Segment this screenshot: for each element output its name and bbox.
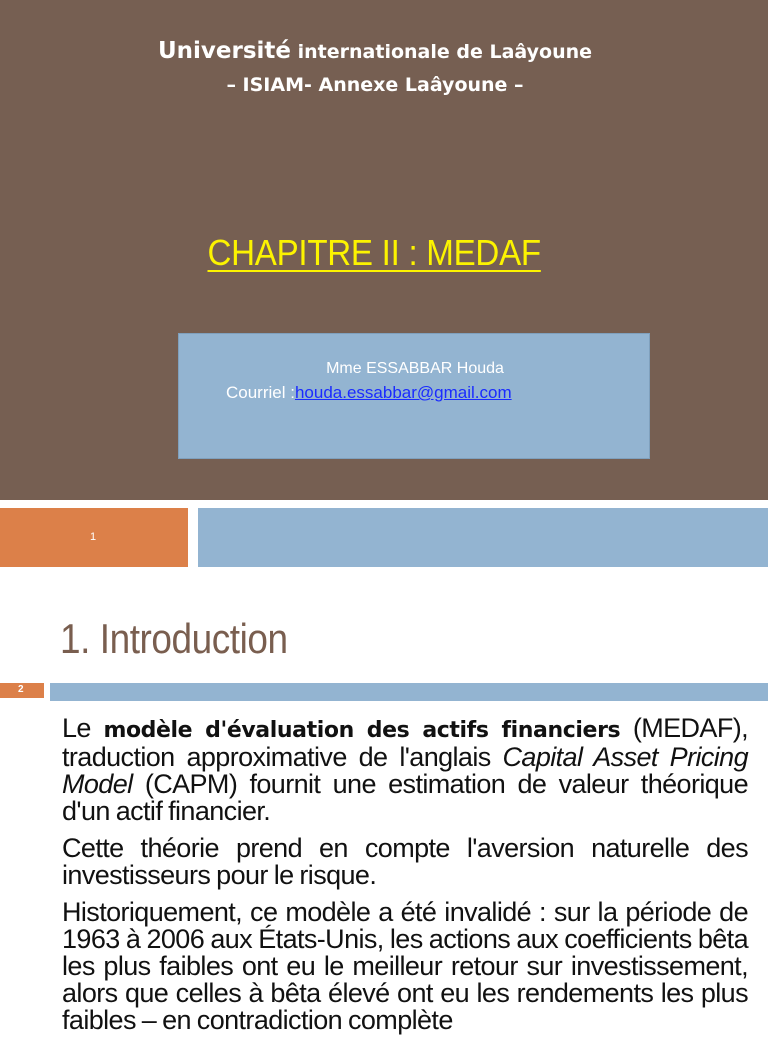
footer-bar-1 <box>198 508 768 567</box>
author-contact <box>226 383 512 403</box>
p1-bold-term: modèle d'évaluation des actifs financiers <box>103 718 621 743</box>
institute-name: – ISIAM- Annexe Laâyoune – <box>226 74 524 96</box>
paragraph-2: Cette théorie prend en compte l'aversion naturelle des investisseurs pour le risque. <box>62 833 748 890</box>
p1-italic-term: Capital Asset Pricing Model <box>62 742 748 799</box>
paragraph-1 <box>62 715 748 825</box>
slide-body <box>62 715 748 1044</box>
header-bar-2 <box>50 683 768 701</box>
email-label: Courriel : <box>226 383 295 402</box>
university-name <box>0 36 750 67</box>
title-slide <box>0 0 768 500</box>
p1-text-3: (CAPM) fournit une estimation de valeur théorique d'un actif financier. <box>62 769 748 826</box>
p1-text-1: Le <box>62 713 104 743</box>
slide-title: 1. Introduction <box>60 615 288 662</box>
slide-divider <box>0 500 768 508</box>
chapter-title-text: CHAPITRE II : MEDAF <box>207 232 541 273</box>
chapter-title <box>0 232 748 274</box>
author-box <box>178 333 650 459</box>
paragraph-3: Historiquement, ce modèle a été invalidé : sur la période de 1963 à 2006 aux États-Unis, les actions aux coefficients bêta les plus faibles ont eu le meilleur retour sur investissement, alors que celles à bêta élevé ont eu les rendements les plus faibles – en contradiction complète <box>62 897 748 1035</box>
p1-text-2: (MEDAF), traduction approximative de l'anglais <box>62 713 749 772</box>
university-word: Université <box>157 38 292 64</box>
page-number-2: 2 <box>18 684 24 695</box>
author-name: Mme ESSABBAR Houda <box>326 360 504 377</box>
university-rest: internationale de Laâyoune <box>291 41 593 63</box>
page-number-1: 1 <box>89 531 97 543</box>
email-link[interactable]: houda.essabbar@gmail.com <box>294 383 512 402</box>
